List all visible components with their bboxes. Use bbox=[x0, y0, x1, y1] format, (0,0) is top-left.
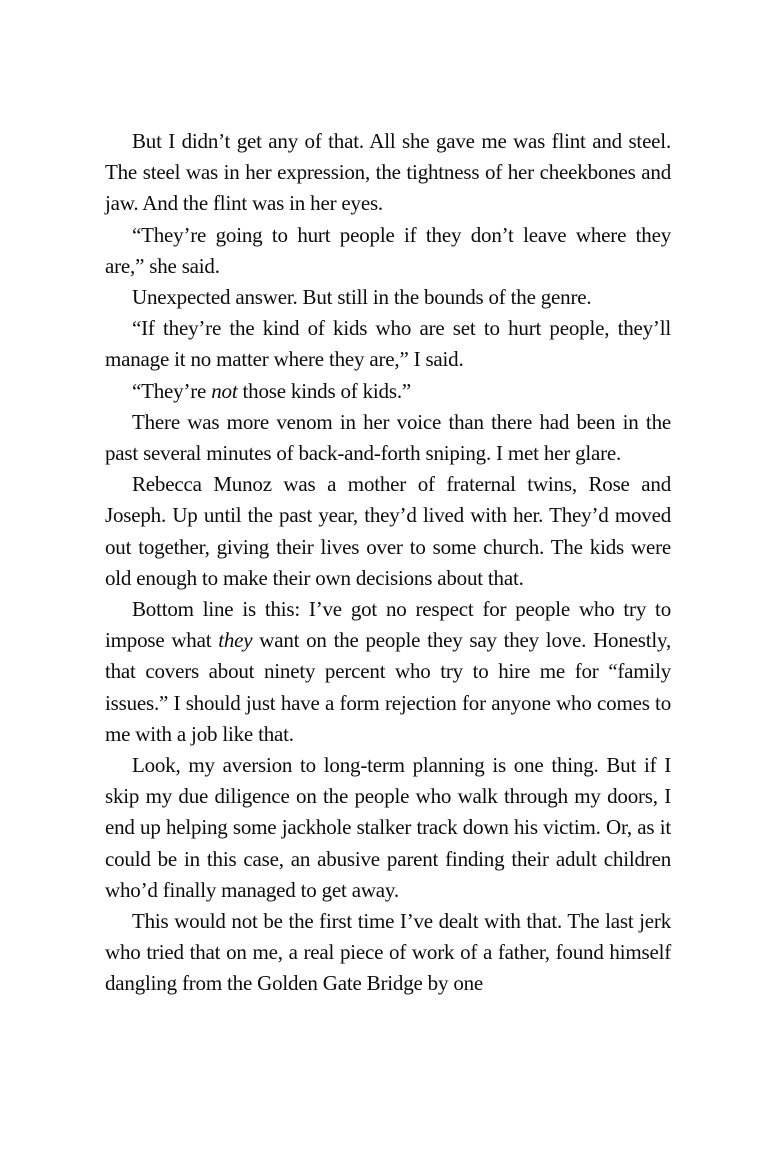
paragraph bbox=[105, 282, 671, 313]
paragraph bbox=[105, 750, 671, 906]
paragraph bbox=[105, 220, 671, 282]
text-run: want on the people they say they love. Honestly, that covers about ninety percent who try to hire me for “family issues.” I should just have a form rejection for anyone who comes to me with a job like that. bbox=[105, 628, 671, 746]
text-run: “They’re going to hurt people if they don’t leave where they are,” she said. bbox=[105, 222, 671, 278]
text-run: But I didn’t get any of that. All she gave me was flint and steel. The steel was in her expression, the tightness of her cheekbones and jaw. And the flint was in her eyes. bbox=[105, 129, 671, 216]
text-run: “They’re bbox=[132, 378, 212, 403]
italic-text-run: not bbox=[211, 378, 238, 403]
text-run: Unexpected answer. But still in the bounds of the genre. bbox=[132, 285, 592, 310]
paragraph bbox=[105, 376, 671, 407]
text-run: those kinds of kids.” bbox=[237, 378, 411, 403]
text-run: Look, my aversion to long-term planning is one thing. But if I skip my due diligence on the people who walk through my doors, I end up helping some jackhole stalker track down his victim. Or, as it could be in this case, an abusive parent finding their adult children who’d finally managed to get away. bbox=[105, 753, 671, 902]
paragraph bbox=[105, 469, 671, 594]
text-run: There was more venom in her voice than there had been in the past several minutes of back-and-forth sniping. I met her glare. bbox=[105, 409, 671, 466]
paragraph bbox=[105, 126, 671, 220]
text-run: “If they’re the kind of kids who are set to hurt people, they’ll manage it no matter where they are,” I said. bbox=[105, 316, 671, 372]
italic-text-run: they bbox=[218, 628, 253, 653]
text-run: Rebecca Munoz was a mother of fraternal twins, Rose and Joseph. Up until the past year, they’d lived with her. They’d moved out together, giving their lives over to some church. The kids were old enough to make their own decisions about that. bbox=[105, 472, 671, 590]
page-text bbox=[105, 126, 671, 1000]
paragraph bbox=[105, 313, 671, 375]
paragraph bbox=[105, 906, 671, 1000]
text-run: This would not be the first time I’ve dealt with that. The last jerk who tried that on me, a real piece of work of a father, found himself dangling from the Golden Gate Bridge by one bbox=[105, 909, 671, 996]
text-run: Bottom line is this: I’ve got no respect for people who try to impose what bbox=[105, 597, 671, 653]
paragraph bbox=[105, 407, 671, 469]
paragraph bbox=[105, 594, 671, 750]
